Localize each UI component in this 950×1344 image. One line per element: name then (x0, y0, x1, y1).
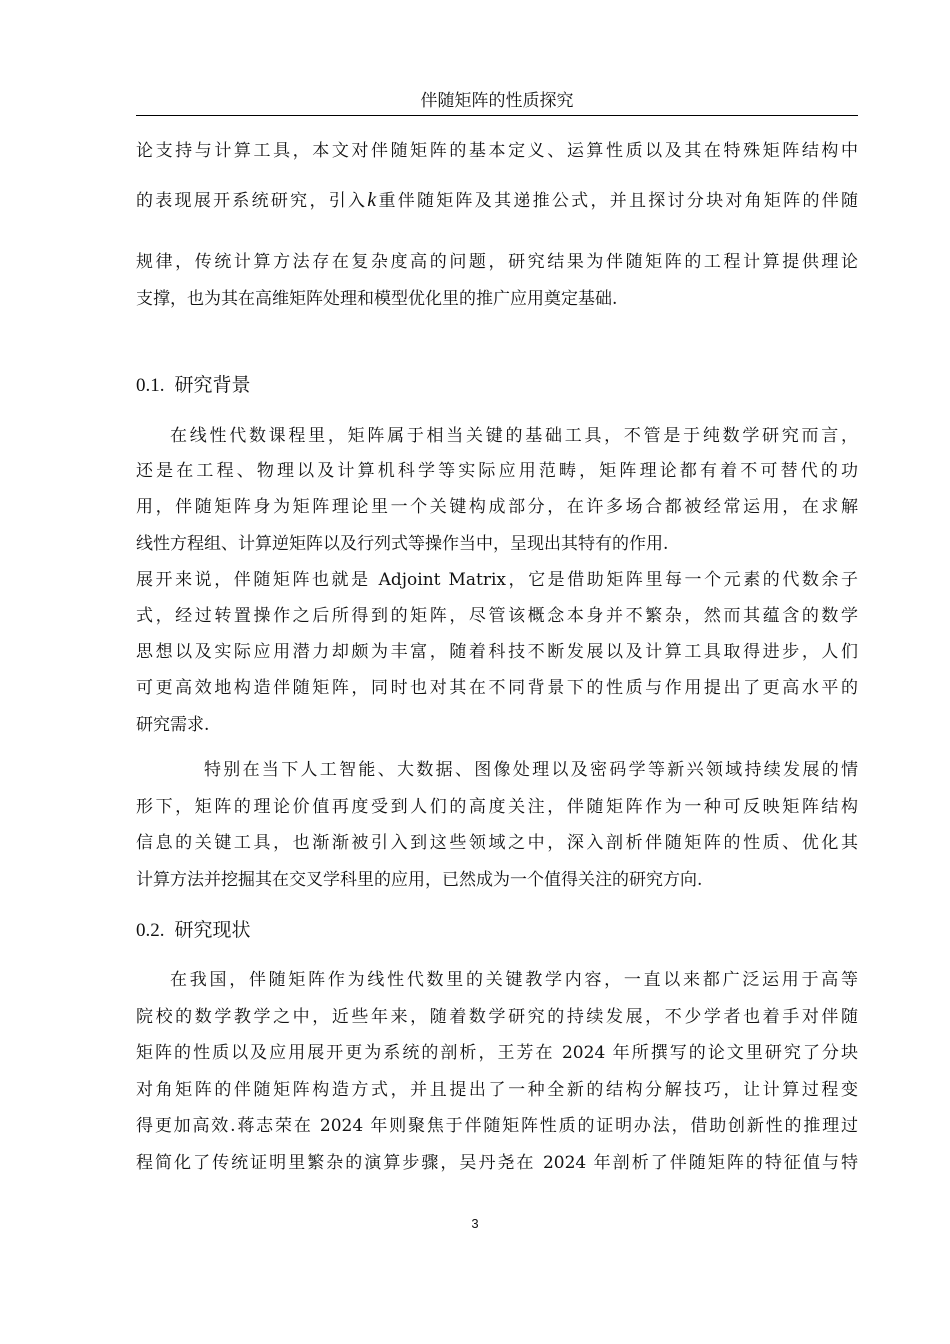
paragraph-line: 得更加高效.蒋志荣在 2024 年则聚焦于伴随矩阵性质的证明办法，借助创新性的推理过 (136, 1116, 858, 1136)
section-heading-status (136, 916, 251, 945)
running-header: 伴随矩阵的性质探究 (420, 91, 574, 111)
paragraph-line: 在线性代数课程里，矩阵属于相当关键的基础工具，不管是于纯数学研究而言， (170, 426, 858, 446)
paragraph-line: 形下，矩阵的理论价值再度受到人们的高度关注，伴随矩阵作为一种可反映矩阵结构 (136, 797, 858, 817)
section-number: 0.2. (136, 920, 165, 941)
section-title: 研究现状 (174, 919, 251, 941)
paragraph-line: 对角矩阵的伴随矩阵构造方式，并且提出了一种全新的结构分解技巧，让计算过程变 (136, 1080, 858, 1100)
paragraph-line: 式，经过转置操作之后所得到的矩阵，尽管该概念本身并不繁杂，然而其蕴含的数学 (136, 606, 858, 626)
paragraph-line: 特别在当下人工智能、大数据、图像处理以及密码学等新兴领域持续发展的情 (204, 760, 858, 780)
paragraph-line: 用，伴随矩阵身为矩阵理论里一个关键构成部分，在许多场合都被经常运用，在求解 (136, 497, 858, 517)
header-rule (136, 115, 858, 116)
paragraph-line: 院校的数学教学之中，近些年来，随着数学研究的持续发展，不少学者也着手对伴随 (136, 1007, 858, 1027)
intro-line-4: 支撑，也为其在高维矩阵处理和模型优化里的推广应用奠定基础. (136, 289, 618, 309)
intro-line-2 (136, 188, 858, 213)
section-heading-background (136, 371, 251, 400)
paragraph-line: 矩阵的性质以及应用展开更为系统的剖析，王芳在 2024 年所撰写的论文里研究了分块 (136, 1043, 858, 1063)
paragraph-line: 计算方法并挖掘其在交叉学科里的应用，已然成为一个值得关注的研究方向. (136, 870, 703, 890)
math-k: k (367, 189, 377, 211)
intro-line-3: 规律，传统计算方法存在复杂度高的问题，研究结果为伴随矩阵的工程计算提供理论 (136, 252, 858, 272)
paragraph-line: 线性方程组、计算逆矩阵以及行列式等操作当中，呈现出其特有的作用. (136, 534, 669, 554)
intro-line-2-part-a: 的表现展开系统研究，引入 (136, 191, 368, 211)
paragraph-line: 展开来说，伴随矩阵也就是 Adjoint Matrix，它是借助矩阵里每一个元素的代数余子 (136, 570, 858, 590)
section-title: 研究背景 (174, 374, 251, 396)
page-number: 3 (471, 1216, 479, 1231)
intro-line-2-part-b: 重伴随矩阵及其递推公式，并且探讨分块对角矩阵的伴随 (376, 191, 859, 211)
paragraph-line: 思想以及实际应用潜力却颇为丰富，随着科技不断发展以及计算工具取得进步，人们 (136, 642, 858, 662)
intro-line-1: 论支持与计算工具，本文对伴随矩阵的基本定义、运算性质以及其在特殊矩阵结构中 (136, 141, 858, 161)
paragraph-line: 可更高效地构造伴随矩阵，同时也对其在不同背景下的性质与作用提出了更高水平的 (136, 678, 858, 698)
section-number: 0.1. (136, 375, 165, 396)
paragraph-line: 研究需求. (136, 715, 210, 735)
paragraph-line: 还是在工程、物理以及计算机科学等实际应用范畴，矩阵理论都有着不可替代的功 (136, 461, 858, 481)
paragraph-line: 信息的关键工具，也渐渐被引入到这些领域之中，深入剖析伴随矩阵的性质、优化其 (136, 833, 858, 853)
paragraph-line: 程简化了传统证明里繁杂的演算步骤，吴丹尧在 2024 年剖析了伴随矩阵的特征值与特 (136, 1153, 858, 1173)
paragraph-line: 在我国，伴随矩阵作为线性代数里的关键教学内容，一直以来都广泛运用于高等 (170, 970, 858, 990)
